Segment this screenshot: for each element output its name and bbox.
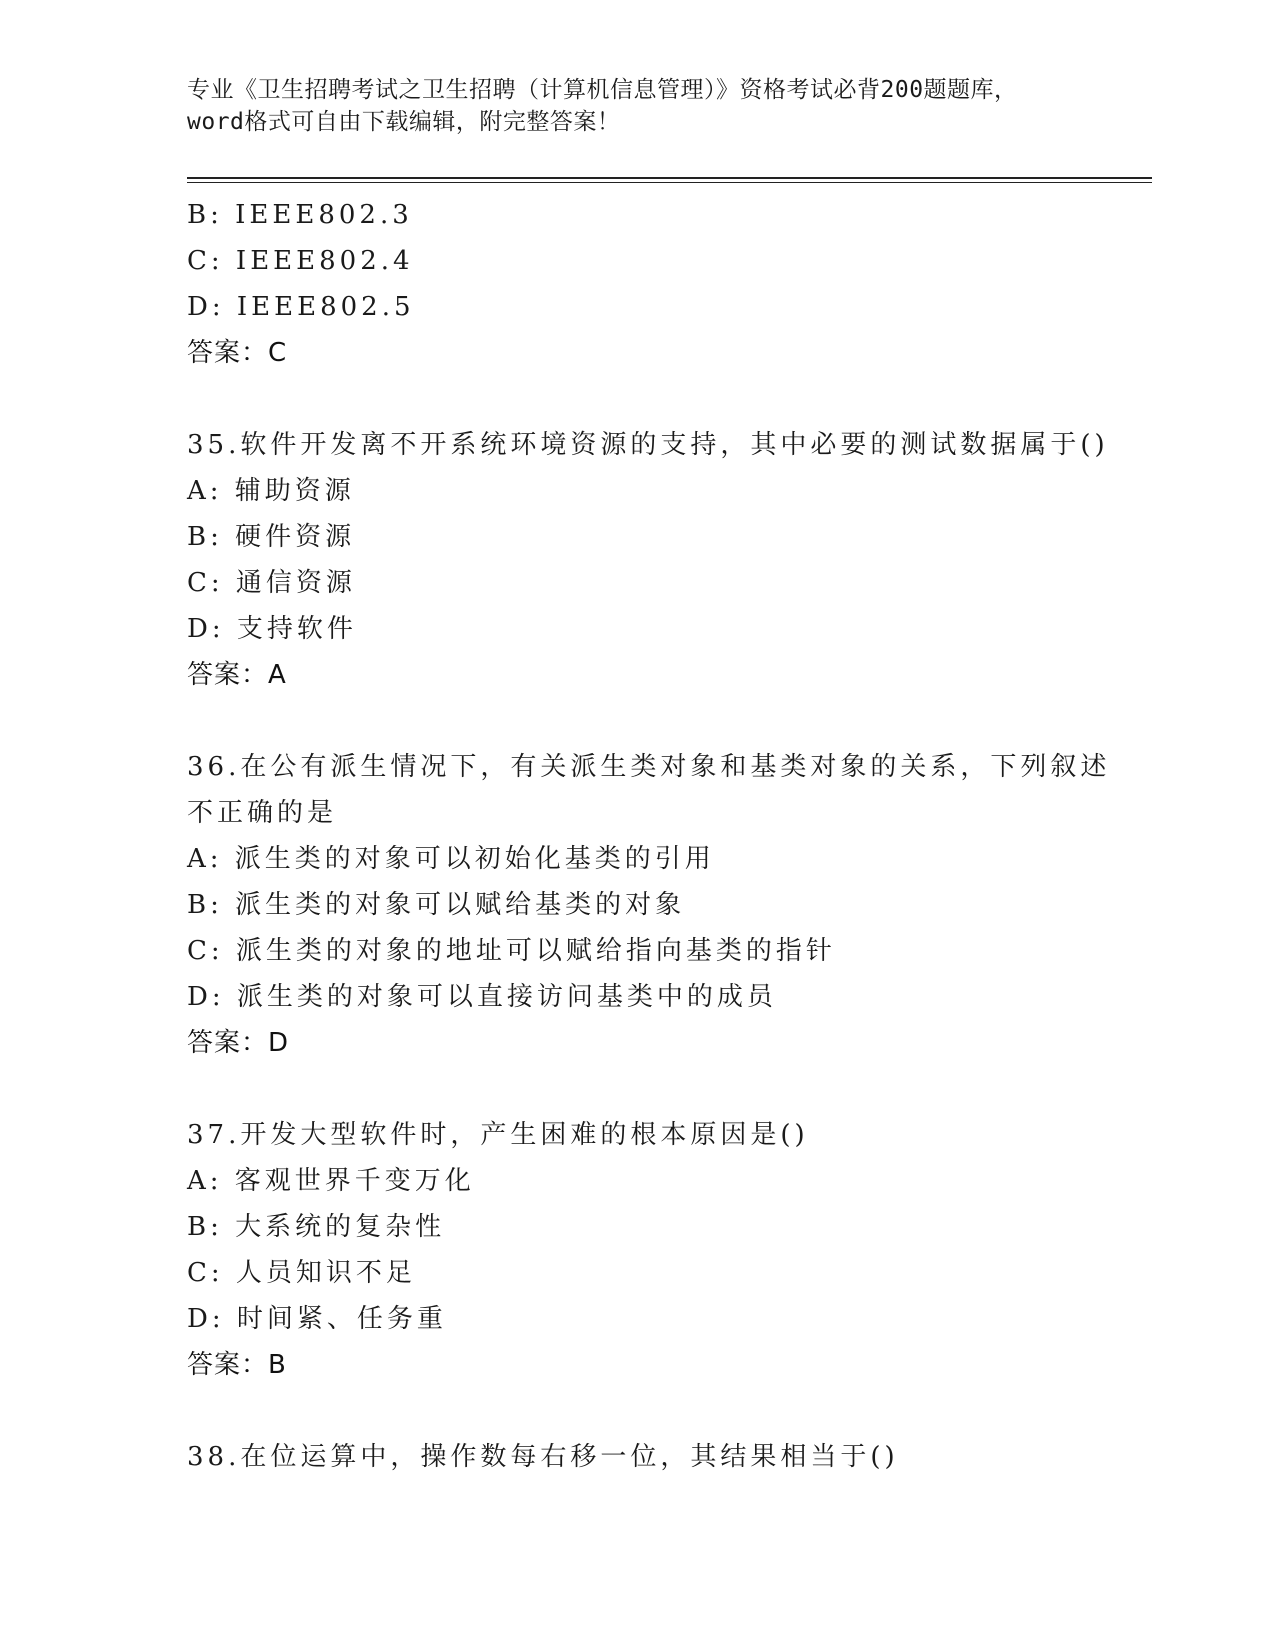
option-d: D: 派生类的对象可以直接访问基类中的成员 bbox=[187, 982, 777, 1012]
question-list bbox=[187, 192, 1127, 1480]
answer: 答案：C bbox=[187, 338, 288, 368]
question-38 bbox=[187, 1434, 1127, 1480]
question-35 bbox=[187, 422, 1127, 698]
option-b: B: 派生类的对象可以赋给基类的对象 bbox=[187, 890, 686, 920]
option-c: C: 人员知识不足 bbox=[187, 1258, 416, 1288]
answer: 答案：D bbox=[187, 1028, 290, 1058]
header-line-2: word格式可自由下载编辑，附完整答案！ bbox=[187, 109, 621, 135]
option-c: C: IEEE802.4 bbox=[187, 246, 414, 276]
question-37 bbox=[187, 1112, 1127, 1388]
option-d: D: 时间紧、任务重 bbox=[187, 1304, 447, 1334]
spacer bbox=[187, 1388, 1127, 1434]
question-text-line-1: 36.在公有派生情况下，有关派生类对象和基类对象的关系，下列叙述 bbox=[187, 752, 1111, 782]
option-c: C: 通信资源 bbox=[187, 568, 356, 598]
question-36 bbox=[187, 744, 1127, 1066]
header-divider-thick bbox=[187, 177, 1152, 179]
spacer bbox=[187, 698, 1127, 744]
question-34 bbox=[187, 192, 1127, 376]
option-b: B: 大系统的复杂性 bbox=[187, 1212, 446, 1242]
option-b: B: IEEE802.3 bbox=[187, 200, 413, 230]
document-header bbox=[187, 74, 1087, 138]
spacer bbox=[187, 1066, 1127, 1112]
option-b: B: 硬件资源 bbox=[187, 522, 356, 552]
option-a: A: 辅助资源 bbox=[187, 476, 355, 506]
header-divider-thin bbox=[187, 182, 1152, 183]
option-c: C: 派生类的对象的地址可以赋给指向基类的指针 bbox=[187, 936, 836, 966]
option-a: A: 派生类的对象可以初始化基类的引用 bbox=[187, 844, 715, 874]
header-line-1: 专业《卫生招聘考试之卫生招聘（计算机信息管理）》资格考试必背200题题库， bbox=[187, 77, 1018, 103]
question-text: 38.在位运算中，操作数每右移一位，其结果相当于() bbox=[187, 1442, 899, 1472]
option-d: D: 支持软件 bbox=[187, 614, 357, 644]
answer: 答案：A bbox=[187, 660, 287, 690]
spacer bbox=[187, 376, 1127, 422]
option-a: A: 客观世界千变万化 bbox=[187, 1166, 475, 1196]
question-text: 35.软件开发离不开系统环境资源的支持，其中必要的测试数据属于() bbox=[187, 430, 1109, 460]
question-text: 37.开发大型软件时，产生困难的根本原因是() bbox=[187, 1120, 809, 1150]
option-d: D: IEEE802.5 bbox=[187, 292, 415, 322]
answer: 答案：B bbox=[187, 1350, 287, 1380]
question-text-line-2: 不正确的是 bbox=[187, 798, 338, 828]
